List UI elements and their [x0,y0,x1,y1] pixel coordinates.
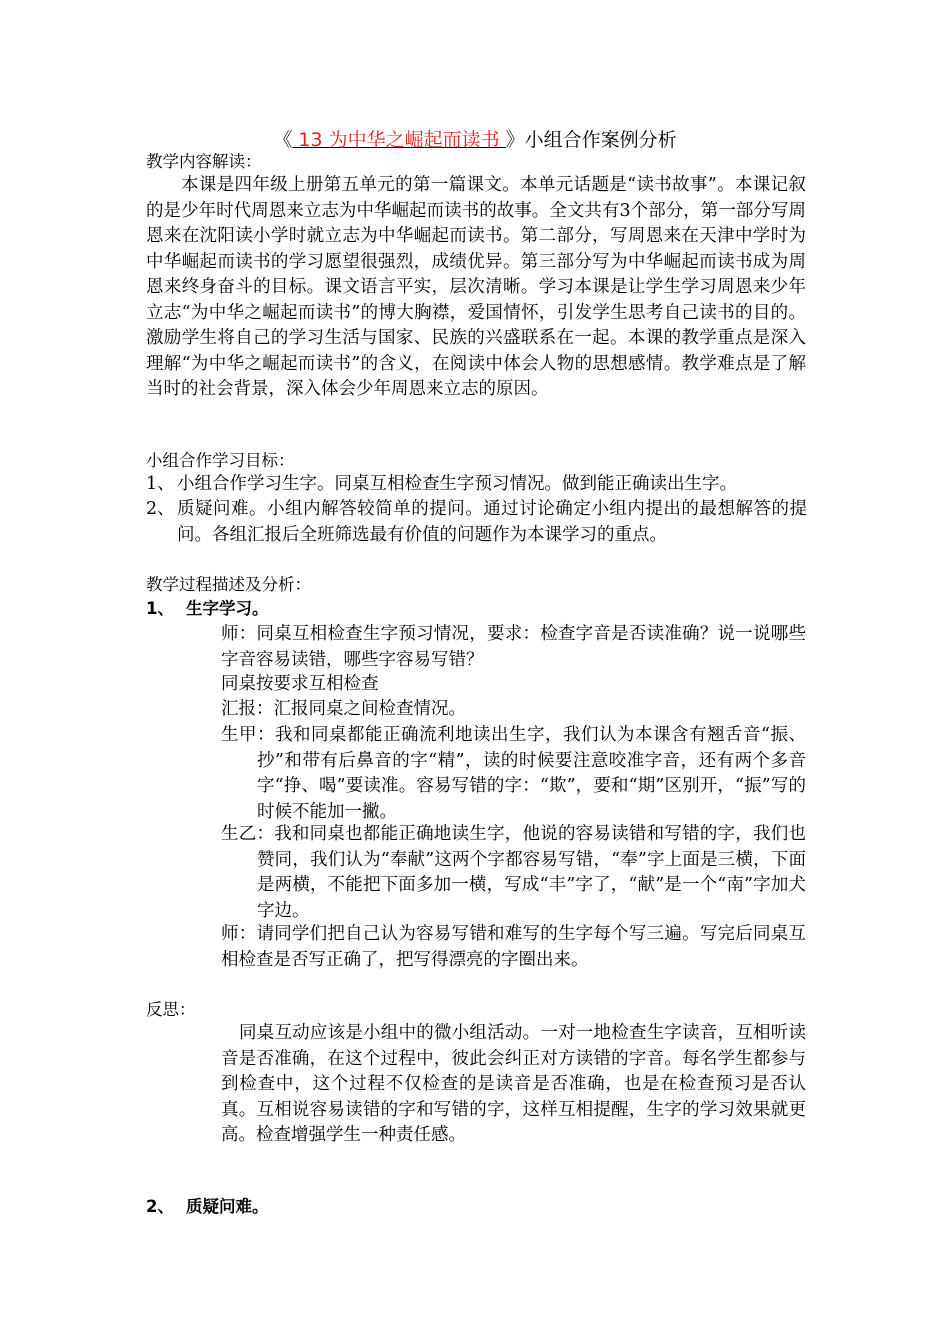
dialogue-report: 汇报：汇报同桌之间检查情况。 [221,699,466,719]
step-title: 生字学习。 [185,599,269,618]
step-number: 1、 [146,599,174,618]
dialogue-note: 同桌按要求互相检查 [221,674,379,694]
section-heading-goals: 小组合作学习目标： [146,451,295,470]
reflection-paragraph: 同桌互动应该是小组中的微小组活动。一对一地检查生字读音，互相听读音是否准确，在这个过程中，彼此会纠正对方读错的字音。每名学生都参与到检查中，这个过程不仅检查的是读音是否准确，也是在检查预习是否认真。互相说容易读错的字和写错的字，这样互相提醒，生字的学习效果就更高。检查增强学生一种责任感。 [221,1023,806,1145]
goal-number: 1、 [146,474,175,494]
document-title [0,127,950,153]
title-prefix: 《 [273,129,293,151]
reflection-heading: 反思： [146,1000,196,1019]
dialogue-teacher-closing: 师：请同学们把自己认为容易写错和难写的生字每个写三遍。写完后同桌互相检查是否写正确了，把写得漂亮的字圈出来。 [221,924,806,970]
dialogue-student-b [221,822,806,924]
goal-item [0,497,950,548]
step-heading [146,1196,268,1218]
dialogue-student-a [221,723,806,825]
dialogue-student-a-text: 生甲：我和同桌都能正确流利地读出生字，我们认为本课含有翘舌音“振、抄”和带有后鼻音的字“精”，读的时候要注意咬准字音，还有两个多音字“挣、喝”要读准。容易写错的字：“欺”，要和“期”区别开，“振”写的时候不能加一撇。 [221,725,806,822]
section-heading-content: 教学内容解读： [146,152,262,171]
title-suffix: 》小组合作案例分析 [505,129,677,151]
goal-text: 小组合作学习生字。同桌互相检查生字预习情况。做到能正确读出生字。 [177,474,737,494]
dialogue-student-b-text: 生乙：我和同桌也都能正确地读生字，他说的容易读错和写错的字，我们也赞同，我们认为“奉献”这两个字都容易写错，“奉”字上面是三横，下面是两横，不能把下面多加一横，写成“丰”字了，“献”是一个“南”字加犬字边。 [221,824,806,921]
title-lesson-name: 13 为中华之崛起而读书 [298,129,500,151]
dialogue-teacher: 师：同桌互相检查生字预习情况，要求：检查字音是否读准确？说一说哪些字音容易读错，哪些字容易写错？ [221,624,806,670]
section-heading-process: 教学过程描述及分析： [146,575,311,594]
step-heading [146,598,268,620]
step-title: 质疑问难。 [185,1197,269,1216]
step-number: 2、 [146,1197,174,1216]
content-analysis-paragraph: 本课是四年级上册第五单元的第一篇课文。本单元话题是“读书故事”。本课记叙的是少年时代周恩来立志为中华崛起而读书的故事。全文共有3个部分，第一部分写周恩来在沈阳读小学时就立志为中华崛起而读书。第二部分，写周恩来在天津中学时为中华崛起而读书的学习愿望很强烈，成绩优异。第三部分写为中华崛起而读书成为周恩来终身奋斗的目标。课文语言平实，层次清晰。学习本课是让学生学习周恩来少年立志“为中华之崛起而读书”的博大胸襟，爱国情怀，引发学生思考自己读书的目的。激励学生将自己的学习生活与国家、民族的兴盛联系在一起。本课的教学重点是深入理解“为中华之崛起而读书”的含义，在阅读中体会人物的思想感情。教学难点是了解当时的社会背景，深入体会少年周恩来立志的原因。 [146,175,806,399]
title-underlined [292,129,505,151]
goal-number: 2、 [146,499,175,519]
goal-text: 质疑问难。小组内解答较简单的提问。通过讨论确定小组内提出的最想解答的提问。各组汇报后全班筛选最有价值的问题作为本课学习的重点。 [177,499,807,545]
